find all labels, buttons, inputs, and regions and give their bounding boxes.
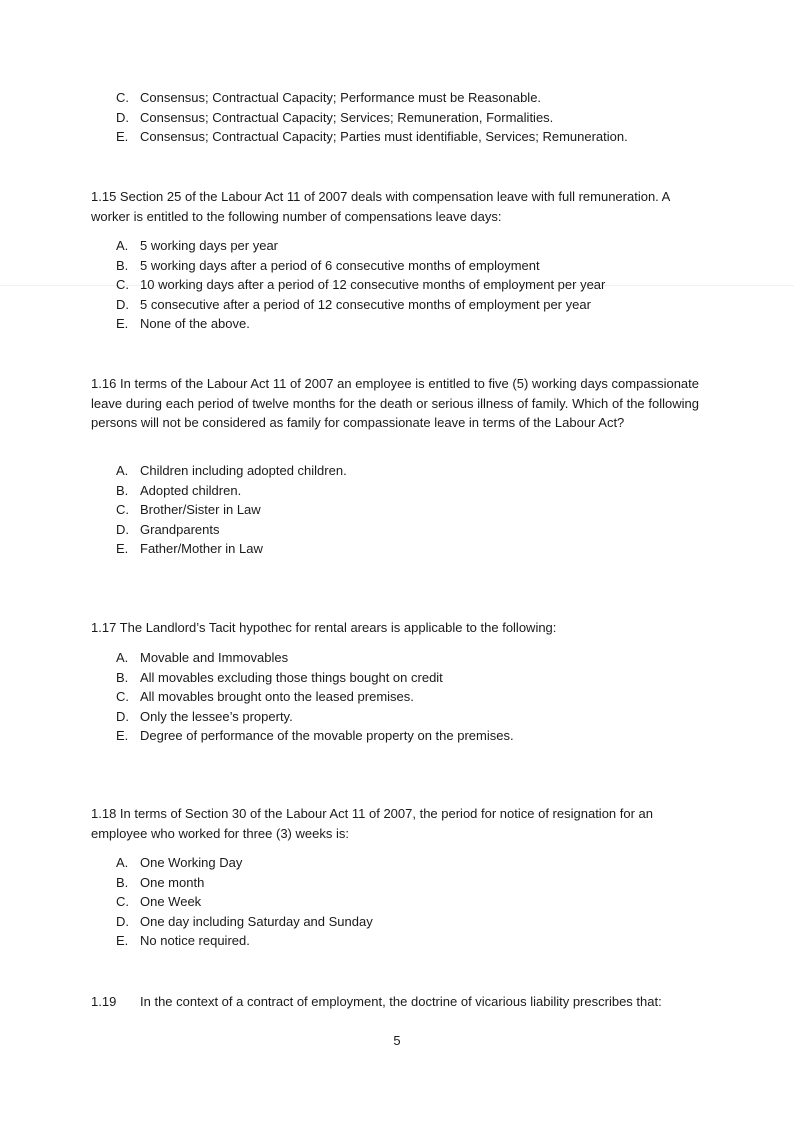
question-1-16: 1.16 In terms of the Labour Act 11 of 2007 an employee is entitled to five (5) working days compassionate leave during each period of twelve months for the death or serious illness of family. Which of the following persons will not be considered as family for compassionate leave in terms of the Labour Act?	[91, 376, 699, 430]
q14-option-c: C. Consensus; Contractual Capacity; Performance must be Reasonable.	[116, 90, 542, 105]
q17-options	[116, 648, 514, 746]
q15-option-b: B. 5 working days after a period of 6 consecutive months of employment	[116, 257, 540, 273]
q15-option-d: D. 5 consecutive after a period of 12 consecutive months of employment per year	[116, 296, 591, 312]
page-number: 5	[393, 1033, 401, 1048]
q18-option-c: C. One Week	[116, 894, 202, 909]
q16-options	[116, 461, 347, 559]
question-1-19-number: 1.19	[91, 994, 117, 1009]
q18-options	[116, 853, 373, 951]
q18-option-b: B. One month	[116, 874, 205, 890]
q18-option-d: D. One day including Saturday and Sunday	[116, 913, 373, 929]
q15-option-a: A. 5 working days per year	[116, 238, 279, 253]
q17-option-b: B. All movables excluding those things bought on credit	[116, 669, 443, 685]
q17-option-e: E. Degree of performance of the movable property on the premises.	[116, 728, 514, 743]
q16-option-b: B. Adopted children.	[116, 482, 242, 498]
q16-option-e: E. Father/Mother in Law	[116, 541, 263, 556]
q15-option-c: C. 10 working days after a period of 12 consecutive months of employment per year	[116, 277, 606, 292]
q17-option-c: C. All movables brought onto the leased premises.	[116, 689, 414, 704]
q16-option-a: A. Children including adopted children.	[116, 463, 347, 478]
question-1-18: 1.18 In terms of Section 30 of the Labour Act 11 of 2007, the period for notice of resignation for an employee who worked for three (3) weeks is:	[91, 806, 654, 841]
q14-option-d: D. Consensus; Contractual Capacity; Services; Remuneration, Formalities.	[116, 109, 554, 125]
question-1-19-text: In the context of a contract of employment, the doctrine of vicarious liability prescribes that:	[140, 994, 662, 1009]
question-1-19	[91, 992, 662, 1012]
q16-option-c: C. Brother/Sister in Law	[116, 502, 261, 517]
question-1-15: 1.15 Section 25 of the Labour Act 11 of 2007 deals with compensation leave with full remuneration. A worker is entitled to the following number of compensations leave days:	[91, 189, 670, 224]
q18-option-a: A. One Working Day	[116, 855, 243, 870]
q17-option-a: A. Movable and Immovables	[116, 650, 289, 665]
q15-options	[116, 236, 605, 334]
q15-option-e: E. None of the above.	[116, 316, 250, 331]
q17-option-d: D. Only the lessee’s property.	[116, 708, 293, 724]
q14-options	[116, 88, 628, 147]
q18-option-e: E. No notice required.	[116, 933, 250, 948]
q16-option-d: D. Grandparents	[116, 521, 220, 537]
question-1-17: 1.17 The Landlord’s Tacit hypothec for rental arears is applicable to the following:	[91, 620, 557, 635]
q14-option-e: E. Consensus; Contractual Capacity; Parties must identifiable, Services; Remuneration.	[116, 129, 628, 144]
